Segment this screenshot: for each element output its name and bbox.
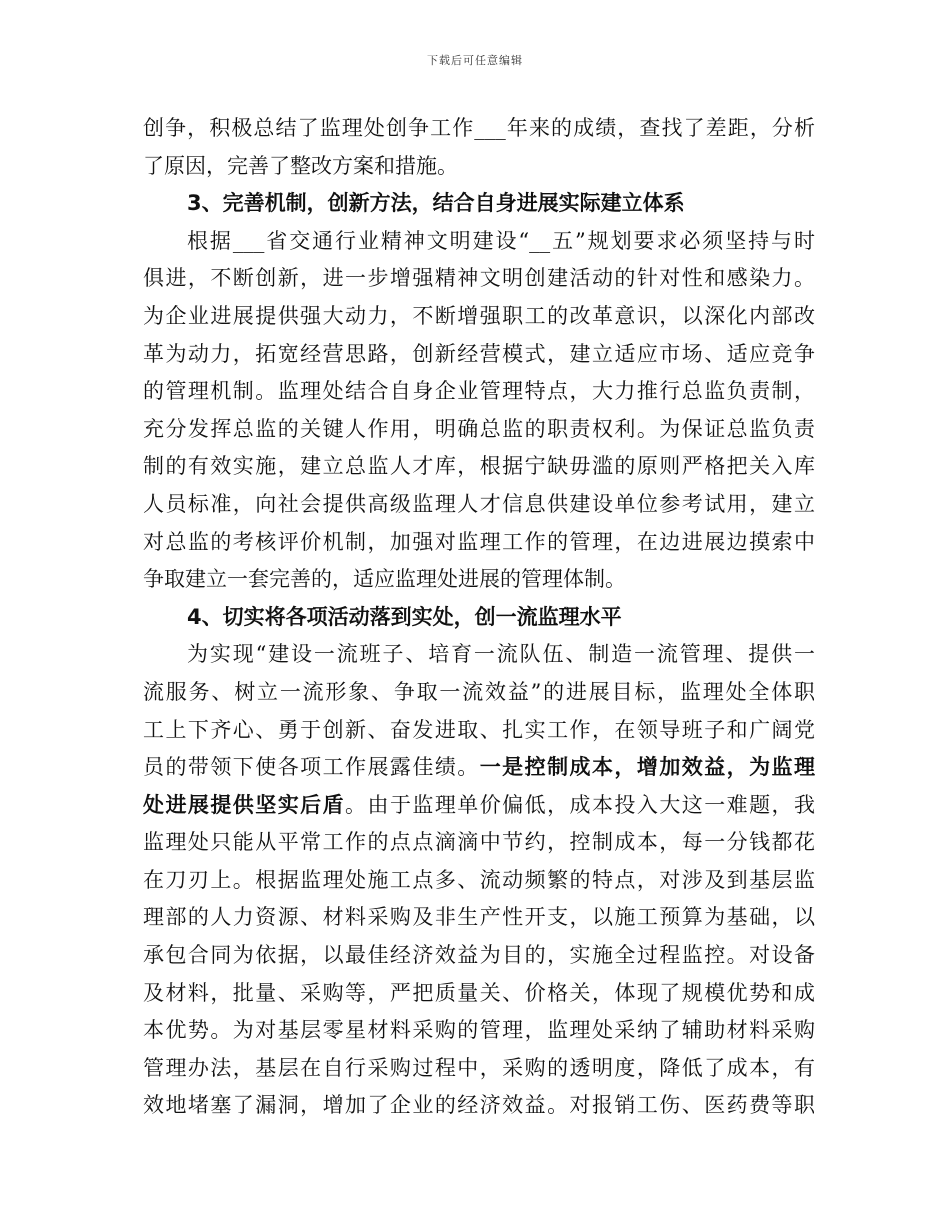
text-segment: 工上下齐心、勇于创新、奋发进取、扎实工作，在领导班子和广阔党 xyxy=(143,717,815,742)
paragraph-line xyxy=(143,937,815,975)
text-segment: 革为动力，拓宽经营思路，创新经营模式，建立适应市场、适应竞争 xyxy=(143,341,815,366)
paragraph-line xyxy=(143,975,815,1013)
paragraph-line xyxy=(143,824,815,862)
text-segment: 效地堵塞了漏洞，增加了企业的经济效益。对报销工伤、医药费等职 xyxy=(143,1093,815,1118)
text-segment: 本优势。为对基层零星材料采购的管理，监理处采纳了辅助材料采购 xyxy=(143,1018,815,1043)
text-segment: 对总监的考核评价机制，加强对监理工作的管理，在边进展边摸索中 xyxy=(143,529,815,554)
text-segment: 4、切实将各项活动落到实处，创一流监理水平 xyxy=(187,604,622,629)
text-segment: 根据___省交通行业精神文明建设“__五”规划要求必须坚持与时 xyxy=(187,228,815,253)
text-segment: 俱进，不断创新，进一步增强精神文明创建活动的针对性和感染力。 xyxy=(143,266,815,291)
paragraph-line xyxy=(143,524,815,562)
paragraph-line xyxy=(143,561,815,599)
bold-text: 处进展提供坚实后盾 xyxy=(143,792,346,817)
paragraph-line xyxy=(143,787,815,825)
paragraph-line xyxy=(143,448,815,486)
text-segment: 流服务、树立一流形象、争取一流效益”的进展目标，监理处全体职 xyxy=(143,679,815,704)
text-segment: 了原因，完善了整改方案和措施。 xyxy=(143,153,458,178)
text-segment: 为实现“建设一流班子、培育一流队伍、制造一流管理、提供一 xyxy=(187,642,815,667)
paragraph-line xyxy=(143,1050,815,1088)
paragraph-line xyxy=(143,486,815,524)
text-segment: 充分发挥总监的关键人作用，明确总监的职责权利。为保证总监负责 xyxy=(143,416,815,441)
paragraph-line xyxy=(143,712,815,750)
text-segment: 为企业进展提供强大动力，不断增强职工的改革意识，以深化内部改 xyxy=(143,303,815,328)
page-header: 下载后可任意编辑 xyxy=(427,54,523,67)
text-segment: 3、完善机制，创新方法，结合自身进展实际建立体系 xyxy=(187,191,685,216)
paragraph-line xyxy=(143,110,815,148)
paragraph-line xyxy=(143,674,815,712)
document-body xyxy=(143,110,815,1125)
paragraph-line xyxy=(143,148,815,186)
bold-text: 一是控制成本，增加效益，为监理 xyxy=(479,755,815,780)
paragraph-line xyxy=(143,1012,815,1050)
section-heading xyxy=(143,185,815,223)
text-segment: 及材料，批量、采购等，严把质量关、价格关，体现了规模优势和成 xyxy=(143,980,815,1005)
paragraph-line xyxy=(143,260,815,298)
paragraph-line xyxy=(143,298,815,336)
text-segment: 争取建立一套完善的，适应监理处进展的管理体制。 xyxy=(143,567,626,592)
paragraph-line xyxy=(143,749,815,787)
paragraph-line xyxy=(143,899,815,937)
text-segment: 理部的人力资源、材料采购及非生产性开支，以施工预算为基础，以 xyxy=(143,905,815,930)
text-segment: 。由于监理单价偏低，成本投入大这一难题，我 xyxy=(345,792,815,817)
text-segment: 管理办法，基层在自行采购过程中，采购的透明度，降低了成本，有 xyxy=(143,1055,815,1080)
paragraph-line xyxy=(143,862,815,900)
text-segment: 的管理机制。监理处结合自身企业管理特点，大力推行总监负责制， xyxy=(143,379,815,404)
text-segment: 监理处只能从平常工作的点点滴滴中节约，控制成本，每一分钱都花 xyxy=(143,830,815,855)
paragraph-line xyxy=(143,223,815,261)
text-segment: 承包合同为依据，以最佳经济效益为目的，实施全过程监控。对设备 xyxy=(143,943,815,968)
paragraph-line xyxy=(143,411,815,449)
text-segment: 在刀刃上。根据监理处施工点多、流动频繁的特点，对涉及到基层监 xyxy=(143,867,815,892)
text-segment: 创争，积极总结了监理处创争工作___年来的成绩，查找了差距，分析 xyxy=(143,116,815,140)
paragraph-line xyxy=(143,336,815,374)
text-segment: 人员标准，向社会提供高级监理人才信息供建设单位参考试用，建立 xyxy=(143,491,815,516)
paragraph-line xyxy=(143,1087,815,1125)
paragraph-line xyxy=(143,373,815,411)
section-heading xyxy=(143,599,815,637)
paragraph-line xyxy=(143,636,815,674)
text-segment: 制的有效实施，建立总监人才库，根据宁缺毋滥的原则严格把关入库 xyxy=(143,454,815,479)
text-segment: 员的带领下使各项工作展露佳绩。 xyxy=(143,755,480,780)
